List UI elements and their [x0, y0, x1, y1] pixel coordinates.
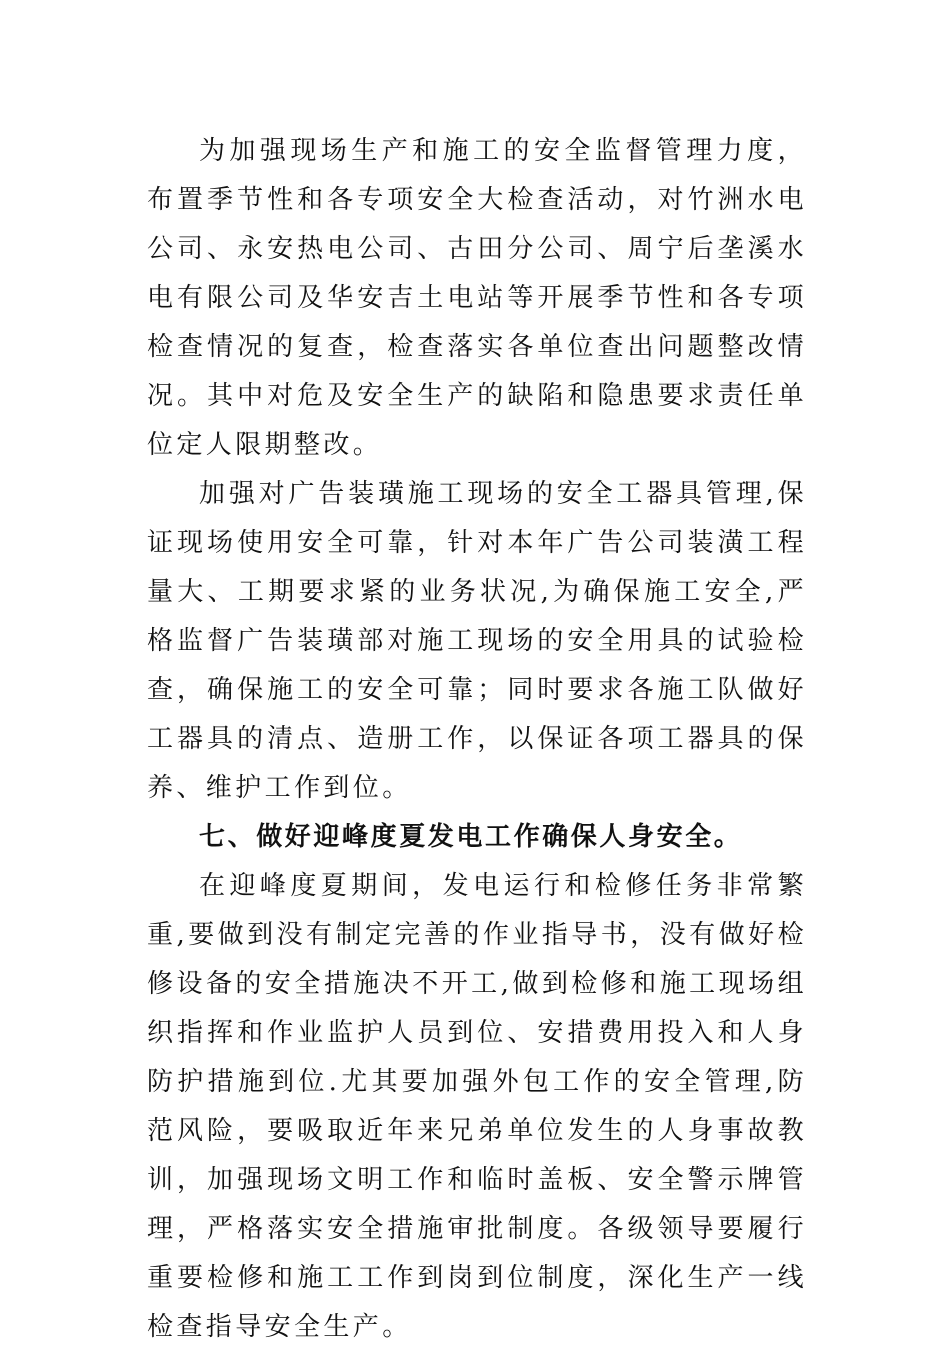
paragraph-summer-peak: 在迎峰度夏期间，发电运行和检修任务非常繁重,要做到没有制定完善的作业指导书，没有做好检修设备的安全措施决不开工,做到检修和施工现场组织指挥和作业监护人员到位、安措费用投入和人身防护措施到位.尤其要加强外包工作的安全管理,防范风险，要吸取近年来兄弟单位发生的人身事故教训，加强现场文明工作和临时盖板、安全警示牌管理，严格落实安全措施审批制度。各级领导要履行重要检修和施工工作到岗到位制度，深化生产一线检查指导安全生产。	[147, 871, 807, 1342]
paragraph-tool-management: 加强对广告装璜施工现场的安全工器具管理,保证现场使用安全可靠，针对本年广告公司装潢工程量大、工期要求紧的业务状况,为确保施工安全,严格监督广告装璜部对施工现场的安全用具的试验检查，确保施工的安全可靠；同时要求各施工队做好工器具的清点、造册工作，以保证各项工器具的保养、维护工作到位。	[147, 479, 807, 803]
section-heading: 七、做好迎峰度夏发电工作确保人身安全。	[199, 822, 743, 852]
paragraph-safety-supervision: 为加强现场生产和施工的安全监督管理力度，布置季节性和各专项安全大检查活动，对竹洲水电公司、永安热电公司、古田分公司、周宁后垄溪水电有限公司及华安吉土电站等开展季节性和各专项检查情况的复查，检查落实各单位查出问题整改情况。其中对危及安全生产的缺陷和隐患要求责任单位定人限期整改。	[147, 136, 807, 460]
document-page	[147, 127, 807, 1352]
